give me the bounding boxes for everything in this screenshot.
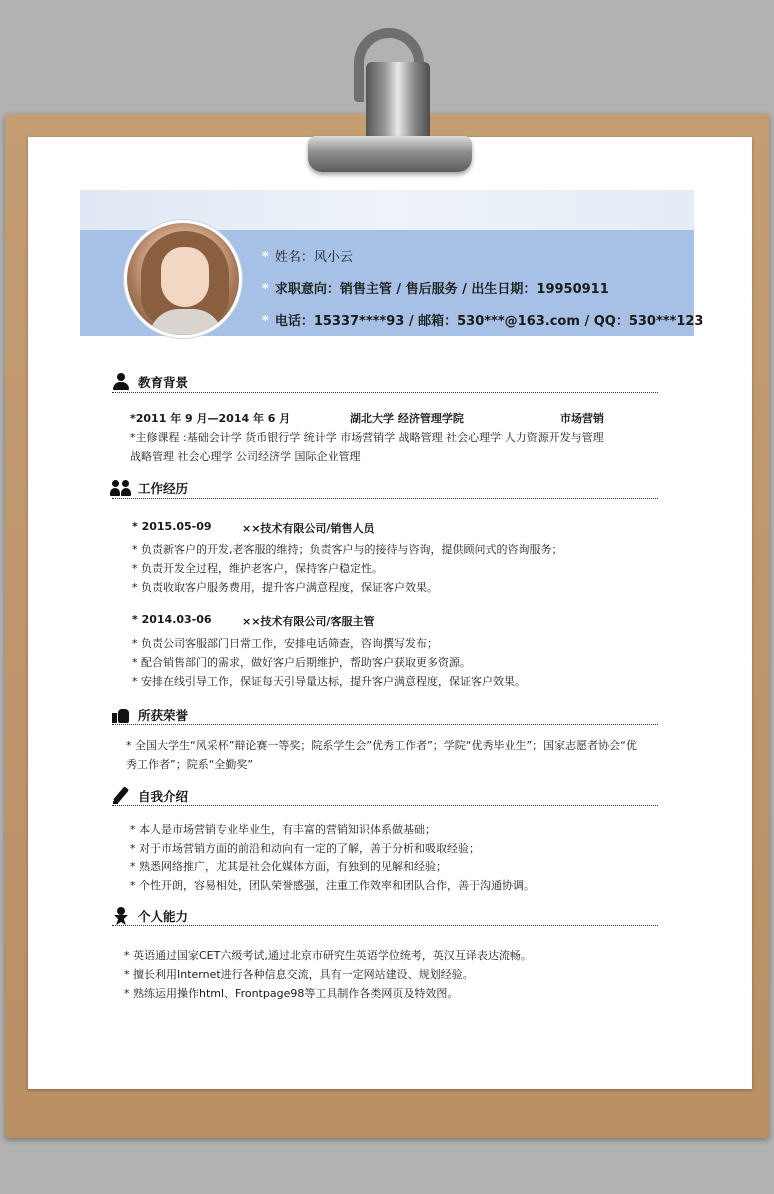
bullet-star: * <box>262 250 269 265</box>
job2-period: * 2014.03-06 <box>132 613 212 626</box>
pen-icon <box>112 787 130 805</box>
education-title: 教育背景 <box>138 375 189 390</box>
work-heading <box>112 479 188 497</box>
job2-company: ××技术有限公司/客服主管 <box>242 615 375 628</box>
list-item: * 配合销售部门的需求，做好客户后期维护，帮助客户获取更多资源。 <box>132 656 471 669</box>
name-text: 姓名：风小云 <box>274 250 353 265</box>
section-divider <box>112 392 658 393</box>
list-item: * 本人是市场营销专业毕业生，有丰富的营销知识体系做基础； <box>130 823 436 836</box>
list-item: * 熟悉网络推广，尤其是社会化媒体方面，有独到的见解和经验； <box>130 860 447 873</box>
list-item: * 个性开朗，容易相处，团队荣誉感强，注重工作效率和团队合作，善于沟通协调。 <box>130 879 535 892</box>
job1-period: * 2015.05-09 <box>132 520 212 533</box>
education-heading <box>112 373 188 391</box>
avatar <box>124 220 242 338</box>
education-courses-line2: 战略管理 社会心理学 公司经济学 国际企业管理 <box>130 450 361 463</box>
achiever-icon <box>112 907 130 925</box>
section-divider <box>112 805 658 806</box>
section-divider <box>112 724 658 725</box>
name-line <box>262 246 353 265</box>
honors-heading <box>112 706 188 724</box>
person-icon <box>112 373 130 391</box>
list-item: * 对于市场营销方面的前沿和动向有一定的了解，善于分析和吸取经验； <box>130 842 480 855</box>
list-item: * 负责开发全过程，维护老客户，保持客户稳定性。 <box>132 562 383 575</box>
education-school: 湖北大学 经济管理学院 <box>350 412 464 425</box>
abilities-heading <box>112 907 188 925</box>
list-item: * 英语通过国家CET六级考试,通过北京市研究生英语学位统考，英汉互译表达流畅。 <box>124 949 532 962</box>
bullet-star: * <box>262 282 269 297</box>
list-item: * 擅长利用Internet进行各种信息交流，具有一定网站建设、规划经验。 <box>124 968 474 981</box>
honors-line2: 秀工作者”；院系“全勤奖” <box>126 758 254 771</box>
section-divider <box>112 498 658 499</box>
education-period: *2011 年 9 月—2014 年 6 月 <box>130 412 291 425</box>
bullet-star: * <box>262 314 269 329</box>
contact-text: 电话：15337****93 / 邮箱：530***@163.com / QQ：530***123 <box>274 314 704 329</box>
thumbs-up-icon <box>112 706 130 724</box>
contact-line <box>262 310 703 329</box>
work-title: 工作经历 <box>138 481 189 496</box>
intro-heading <box>112 787 188 805</box>
list-item: * 负责收取客户服务费用，提升客户满意程度，保证客户效果。 <box>132 581 438 594</box>
education-major: 市场营销 <box>560 412 604 425</box>
objective-line <box>262 278 609 297</box>
clip-body <box>366 62 430 142</box>
clip-base <box>308 136 472 172</box>
list-item: * 熟练运用操作html、Frontpage98等工具制作各类网页及特效图。 <box>124 987 459 1000</box>
abilities-title: 个人能力 <box>138 909 189 924</box>
list-item: * 负责公司客服部门日常工作，安排电话筛查，咨询撰写发布； <box>132 637 438 650</box>
honors-line1: * 全国大学生“风采杯”辩论赛一等奖；院系学生会”优秀工作者”；学院“优秀毕业生”；国家志愿者协会“优 <box>126 739 637 752</box>
avatar-face <box>161 247 209 307</box>
list-item: * 安排在线引导工作，保证每天引导量达标，提升客户满意程度，保证客户效果。 <box>132 675 526 688</box>
education-courses-line1: *主修课程 :基础会计学 货币银行学 统计学 市场营销学 战略管理 社会心理学 人力资源开发与管理 <box>130 431 604 444</box>
objective-text: 求职意向：销售主管 / 售后服务 / 出生日期：19950911 <box>274 282 609 297</box>
section-divider <box>112 925 658 926</box>
intro-title: 自我介绍 <box>138 789 189 804</box>
job1-company: ××技术有限公司/销售人员 <box>242 522 375 535</box>
team-icon <box>112 479 130 497</box>
honors-title: 所获荣誉 <box>138 708 189 723</box>
list-item: * 负责新客户的开发,老客服的维持；负责客户与的接待与咨询，提供顾问式的咨询服务； <box>132 543 563 556</box>
